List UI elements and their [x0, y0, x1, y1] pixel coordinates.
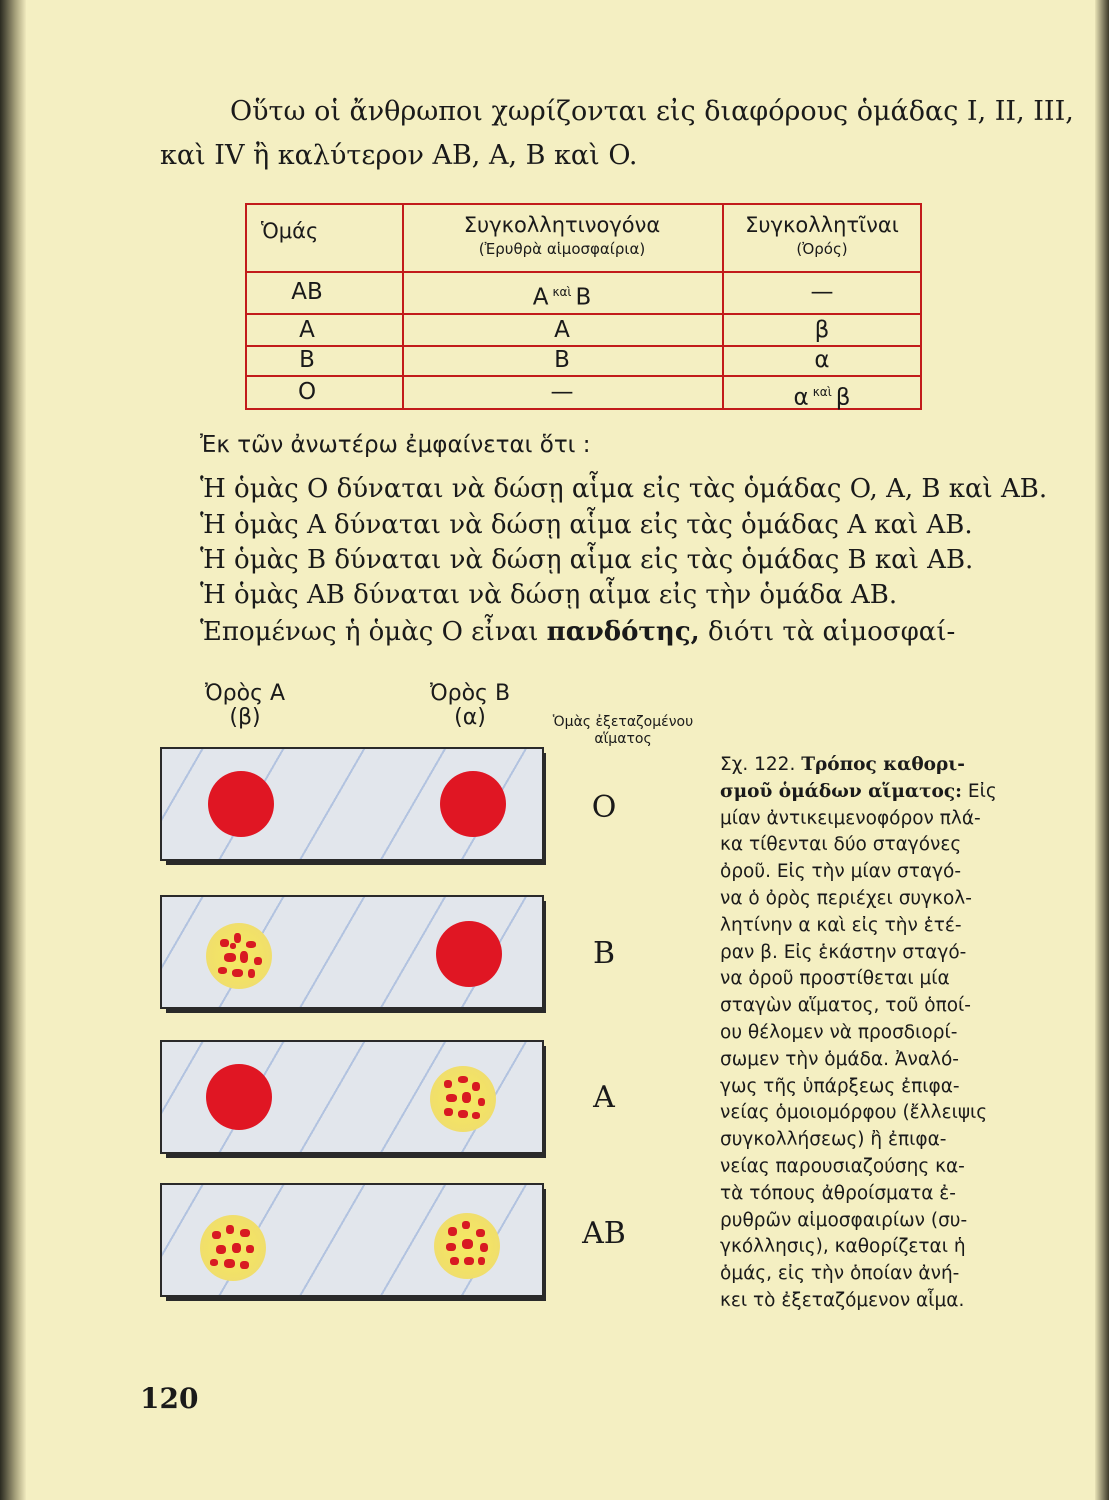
last-para-before: Ἑπομένως ἡ ὁμὰς O εἶναι — [200, 617, 547, 647]
paragraph-line: Ἡ ὁμὰς AB δύναται νὰ δώσῃ αἷμα εἰς τὴν ὁμάδα AB. — [200, 580, 898, 610]
group-column-line-2: αἵματος — [594, 731, 652, 747]
caption-line: ραν β. Εἰς ἑκάστην σταγό- — [720, 941, 967, 963]
agglutination-clump — [464, 1257, 474, 1265]
header-agglutinogens-title: Συγκολλητινογόνα — [463, 213, 661, 237]
drop-serum-b-uniform — [436, 921, 502, 987]
agglutination-clump — [458, 1076, 468, 1083]
agglutination-clump — [472, 1112, 480, 1119]
group-label-b: B — [592, 936, 616, 971]
agglutination-clump — [458, 1110, 468, 1118]
agglutination-clump — [462, 1092, 471, 1103]
agglutination-clump — [224, 1259, 235, 1268]
slide-group-b — [160, 895, 544, 1009]
header-agglutinogens-sub: (Ἐρυθρὰ αἱμοσφαίρια) — [478, 240, 646, 258]
agglutination-clump — [232, 969, 243, 977]
row-agglutinins: — — [810, 279, 834, 305]
blood-group-table — [245, 203, 922, 410]
agglutination-clump — [446, 1094, 457, 1102]
caption-line: νείας ὁμοιομόρφου (ἔλλειψις — [720, 1102, 988, 1124]
page-edge-right — [1095, 0, 1109, 1500]
slide-group-o — [160, 747, 544, 861]
agglutination-clump — [472, 1082, 480, 1091]
agglutination-clump — [226, 1225, 234, 1234]
intro-line-1: Οὕτω οἱ ἄνθρωποι χωρίζονται εἰς διαφόρους ὁμάδας I, II, III, — [230, 96, 1074, 127]
agglutination-clump — [480, 1243, 488, 1252]
row-group: O — [297, 379, 317, 405]
row-agglutinins — [722, 377, 922, 413]
group-label-ab: AB — [582, 1216, 626, 1251]
header-agglutinins — [722, 213, 922, 261]
header-agglutinogens — [402, 213, 722, 261]
paragraph-intro: Ἐκ τῶν ἀνωτέρω ἐμφαίνεται ὅτι : — [200, 432, 591, 458]
page-edge-left — [0, 0, 26, 1500]
row-agglutinogens: B — [554, 347, 570, 373]
caption-line: κα τίθενται δύο σταγόνες — [720, 834, 962, 856]
paragraph-line: Ἡ ὁμὰς O δύναται νὰ δώσῃ αἷμα εἰς τὰς ὁμάδας O, A, B καὶ AB. — [200, 474, 1048, 504]
agglutination-clump — [462, 1221, 470, 1229]
row-agglutinogens: A — [554, 317, 570, 343]
serum-b-title: Ὀρὸς B — [429, 681, 511, 706]
agglutination-clump — [240, 1229, 250, 1237]
caption-line: σωμεν τὴν ὁμάδα. Ἀναλό- — [720, 1048, 959, 1070]
row-group: A — [299, 317, 315, 343]
last-para-after: διότι τὰ αἱμοσφαί- — [699, 617, 956, 647]
intro-line-2: καὶ IV ἢ καλύτερον AB, A, B καὶ O. — [160, 140, 638, 171]
agglutination-clump — [218, 967, 227, 974]
caption-line: ου θέλομεν νὰ προσδιορί- — [720, 1021, 958, 1043]
agglutination-clump — [220, 939, 229, 947]
agglutination-clump — [450, 1257, 459, 1265]
caption-line: νείας παρουσιαζούσης κα- — [720, 1155, 965, 1177]
caption-line: να ὀροῦ προστίθεται μία — [720, 968, 950, 990]
header-agglutinins-sub: (Ὀρός) — [796, 240, 848, 258]
caption-first-word: Εἰς — [967, 780, 997, 802]
caption-line: ὀροῦ. Εἰς τὴν μίαν σταγό- — [720, 861, 962, 883]
agglutination-clump — [254, 957, 262, 965]
agglutination-clump — [448, 1227, 457, 1236]
drop-serum-a-agglutinated — [206, 923, 272, 989]
caption-line: ρυθρῶν αἱμοσφαιρίων (συ- — [720, 1209, 968, 1231]
caption-line: τὰ τόπους ἀθροίσματα ἐ- — [720, 1182, 956, 1204]
drop-serum-a-uniform — [208, 771, 274, 837]
drop-serum-b-agglutinated — [434, 1213, 500, 1279]
drop-serum-a-agglutinated — [200, 1215, 266, 1281]
caption-line: κει τὸ ἐξεταζόμενον αἷμα. — [720, 1289, 965, 1311]
caption-line: γκόλλησις), καθορίζεται ἡ — [720, 1236, 966, 1258]
agglutination-clump — [212, 1231, 221, 1239]
drop-serum-a-uniform — [206, 1064, 272, 1130]
drop-serum-b-uniform — [440, 771, 506, 837]
agglutinogen-b: B — [575, 284, 592, 311]
caption-line: γως τῆς ὑπάρξεως ἐπιφα- — [720, 1075, 960, 1097]
header-agglutinins-title: Συγκολλητῖναι — [745, 213, 899, 237]
group-label-o: O — [591, 790, 617, 825]
table-divider — [247, 271, 920, 273]
page-number: 120 — [140, 1382, 199, 1415]
agglutination-clump — [478, 1098, 485, 1106]
caption-line — [720, 779, 1004, 806]
caption-number: Σχ. 122. — [720, 754, 796, 775]
agglutinogen-kai: καὶ — [552, 285, 572, 299]
agglutination-clump — [210, 1259, 218, 1266]
header-group: Ὁμάς — [261, 219, 319, 243]
group-column-label — [532, 714, 714, 748]
agglutinogen-a: A — [532, 284, 549, 311]
agglutination-clump — [246, 1245, 254, 1253]
paragraph-line: Ἡ ὁμὰς B δύναται νὰ δώσῃ αἷμα εἰς τὰς ὁμάδας B καὶ AB. — [200, 545, 974, 575]
agglutinin-alpha: α — [793, 384, 809, 411]
serum-a-title: Ὀρὸς A — [204, 681, 286, 706]
figure-caption — [720, 752, 1004, 1315]
last-para-bold: πανδότης, — [546, 617, 700, 647]
agglutinin-kai: καὶ — [812, 385, 832, 399]
agglutination-clump — [216, 1245, 226, 1254]
agglutination-clump — [240, 1261, 249, 1269]
row-agglutinogens: — — [550, 379, 574, 405]
serum-b-sub: (α) — [454, 705, 486, 730]
agglutination-clump — [234, 933, 241, 943]
row-agglutinins: α — [814, 347, 830, 373]
caption-line: μίαν ἀντικειμενοφόρον πλά- — [720, 807, 981, 829]
row-group: B — [299, 347, 315, 373]
caption-line: να ὁ ὀρὸς περιέχει συγκολ- — [720, 887, 972, 909]
serum-a-sub: (β) — [229, 705, 261, 730]
paragraph-last — [200, 617, 955, 647]
caption-line: συγκολλήσεως) ἢ ἐπιφα- — [720, 1129, 947, 1151]
agglutination-clump — [240, 951, 248, 963]
agglutination-clump — [476, 1229, 485, 1237]
agglutination-clump — [462, 1239, 473, 1249]
paragraph-line: Ἡ ὁμὰς A δύναται νὰ δώσῃ αἷμα εἰς τὰς ὁμάδας A καὶ AB. — [200, 510, 973, 540]
agglutination-clump — [246, 941, 256, 948]
caption-line — [720, 752, 1004, 779]
agglutination-clump — [248, 969, 255, 978]
agglutination-clump — [444, 1080, 452, 1088]
serum-a-label — [180, 682, 310, 730]
agglutination-clump — [232, 1243, 241, 1253]
caption-title-1: Τρόπος καθορι- — [801, 754, 965, 775]
drop-serum-b-agglutinated — [430, 1066, 496, 1132]
serum-b-label — [405, 682, 535, 730]
agglutinin-beta: β — [835, 384, 851, 411]
agglutination-clump — [230, 943, 236, 949]
caption-title-2: σμοῦ ὁμάδων αἵματος: — [720, 780, 962, 802]
agglutination-clump — [224, 953, 236, 962]
row-agglutinins: β — [814, 317, 830, 343]
slide-group-a — [160, 1040, 544, 1154]
agglutination-clump — [444, 1108, 453, 1116]
group-label-a: A — [593, 1080, 615, 1115]
row-group: AB — [291, 279, 323, 305]
caption-line: σταγὼν αἵματος, τοῦ ὁποί- — [720, 995, 971, 1017]
slide-group-ab — [160, 1183, 544, 1297]
agglutination-clump — [478, 1257, 485, 1265]
caption-line: ὁμάς, εἰς τὴν ὁποίαν ἀνή- — [720, 1263, 960, 1285]
caption-line: λητίνην α καὶ εἰς τὴν ἑτέ- — [720, 914, 962, 936]
row-agglutinogens — [402, 277, 722, 313]
group-column-line-1: Ὁμὰς ἐξεταζομένου — [552, 714, 694, 730]
agglutination-clump — [446, 1243, 456, 1251]
